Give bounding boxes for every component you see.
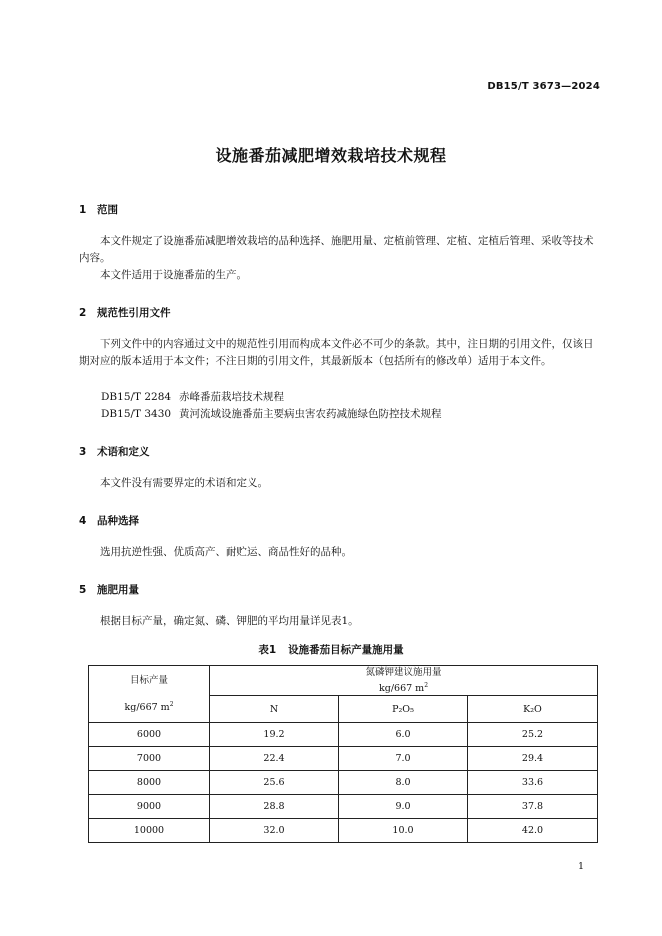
column-header-n: N — [210, 696, 339, 723]
document-code: DB15/T 3673—2024 — [487, 81, 600, 92]
reference-title: 黄河流域设施番茄主要病虫害农药减施绿色防控技术规程 — [179, 408, 442, 420]
cell-n: 22.4 — [210, 747, 339, 771]
section-1-paragraph-1: 本文件规定了设施番茄减肥增效栽培的品种选择、施肥用量、定植前管理、定植、定植后管理、采收等技术内容。 — [79, 235, 594, 264]
group-unit: kg/667 $m^2$ — [378, 682, 429, 695]
cell-n: 19.2 — [210, 723, 339, 747]
section-title: 规范性引用文件 — [97, 307, 171, 319]
table-row — [89, 795, 598, 819]
reference-item — [101, 389, 284, 404]
table-row — [89, 723, 598, 747]
column-header-k2o: K₂O — [468, 696, 598, 723]
document-title: 设施番茄减肥增效栽培技术规程 — [215, 146, 447, 165]
section-5-heading — [79, 582, 139, 597]
section-1-heading — [79, 202, 118, 217]
table-header-row — [89, 666, 598, 696]
table-row — [89, 771, 598, 795]
reference-code: DB15/T 3430 — [101, 408, 172, 420]
section-5-paragraph-1: 根据目标产量，确定氮、磷、钾肥的平均用量详见表1。 — [100, 615, 359, 627]
cell-n: 28.8 — [210, 795, 339, 819]
cell-p2o5: 6.0 — [339, 723, 468, 747]
section-title: 范围 — [97, 204, 118, 216]
fertilizer-rate-table — [88, 665, 598, 843]
cell-k2o: 29.4 — [468, 747, 598, 771]
column-header-p2o5: P₂O₅ — [339, 696, 468, 723]
cell-target-yield: 6000 — [89, 723, 210, 747]
cell-n: 32.0 — [210, 819, 339, 843]
group-header: 氮磷钾建议施用量 — [365, 667, 442, 678]
table-caption-label: 表1 — [258, 644, 277, 656]
cell-k2o: 25.2 — [468, 723, 598, 747]
section-4-paragraph-1: 选用抗逆性强、优质高产、耐贮运、商品性好的品种。 — [100, 546, 352, 558]
group-header-cell — [210, 666, 598, 696]
cell-target-yield: 7000 — [89, 747, 210, 771]
table-caption-title: 设施番茄目标产量施用量 — [288, 644, 404, 656]
section-1-paragraph-2: 本文件适用于设施番茄的生产。 — [100, 269, 247, 281]
section-3-heading — [79, 444, 150, 459]
section-2-paragraph-1: 下列文件中的内容通过文中的规范性引用而构成本文件必不可少的条款。其中，注日期的引用文件，仅该日期对应的版本适用于本文件；不注日期的引用文件，其最新版本（包括所有的修改单）适用于本文件。 — [79, 338, 594, 367]
target-yield-header-cell — [89, 666, 210, 723]
page-number: 1 — [577, 861, 584, 872]
table-row — [89, 747, 598, 771]
cell-p2o5: 9.0 — [339, 795, 468, 819]
cell-p2o5: 8.0 — [339, 771, 468, 795]
section-number: 5 — [79, 584, 87, 596]
cell-target-yield: 10000 — [89, 819, 210, 843]
cell-p2o5: 10.0 — [339, 819, 468, 843]
section-3-paragraph-1: 本文件没有需要界定的术语和定义。 — [100, 477, 268, 489]
cell-k2o: 42.0 — [468, 819, 598, 843]
cell-target-yield: 8000 — [89, 771, 210, 795]
section-number: 2 — [79, 307, 87, 319]
section-number: 4 — [79, 515, 87, 527]
section-title: 品种选择 — [97, 515, 139, 527]
cell-p2o5: 7.0 — [339, 747, 468, 771]
reference-code: DB15/T 2284 — [101, 391, 172, 403]
section-title: 术语和定义 — [97, 446, 150, 458]
cell-n: 25.6 — [210, 771, 339, 795]
section-number: 1 — [79, 204, 87, 216]
reference-title: 赤峰番茄栽培技术规程 — [179, 391, 284, 403]
section-title: 施肥用量 — [97, 584, 139, 596]
reference-item — [101, 406, 442, 421]
table-caption — [0, 642, 662, 657]
target-yield-header: 目标产量 — [129, 675, 168, 686]
section-2-heading — [79, 305, 171, 320]
section-number: 3 — [79, 446, 87, 458]
section-4-heading — [79, 513, 139, 528]
table-row — [89, 819, 598, 843]
cell-target-yield: 9000 — [89, 795, 210, 819]
target-yield-unit: kg/667 $m^2$ — [124, 701, 174, 714]
cell-k2o: 33.6 — [468, 771, 598, 795]
cell-k2o: 37.8 — [468, 795, 598, 819]
